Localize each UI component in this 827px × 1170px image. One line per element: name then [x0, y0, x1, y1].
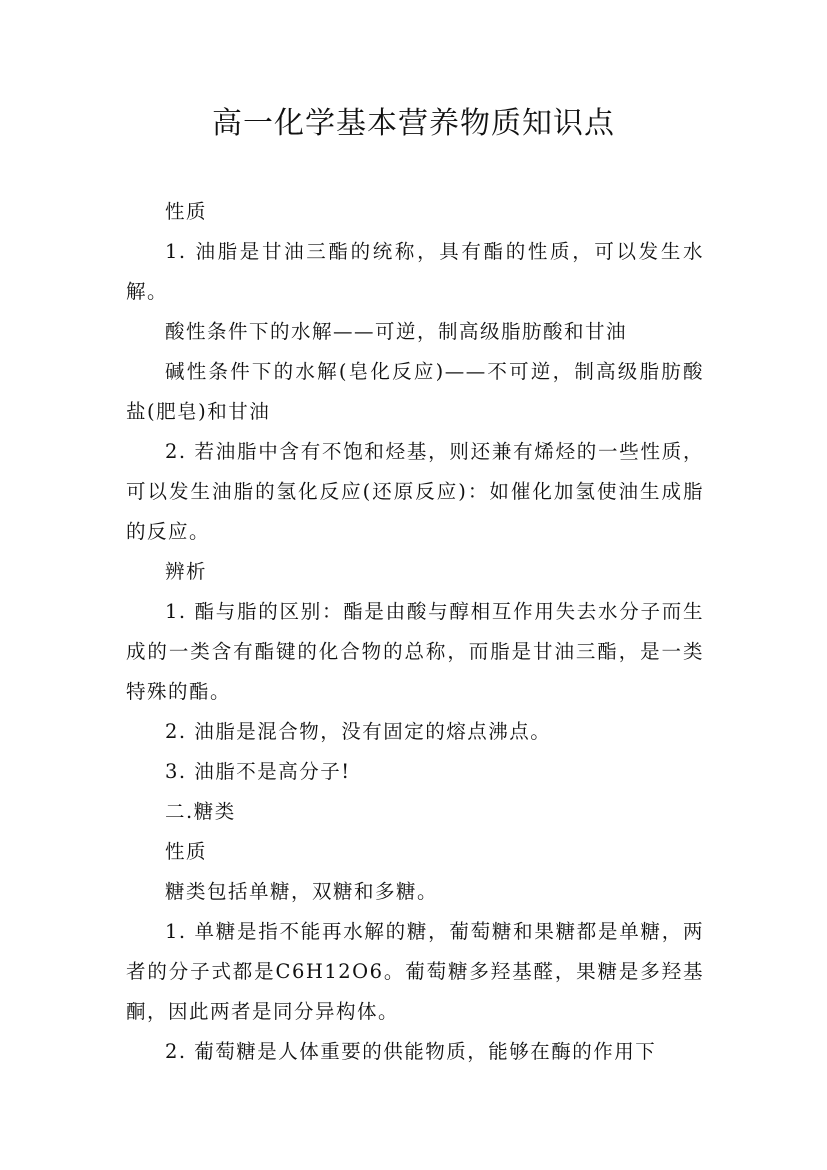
- section-heading-sugars: 二.糖类: [165, 800, 236, 823]
- paragraph-acid-hydrolysis: 酸性条件下的水解——可逆，制高级脂肪酸和甘油: [165, 320, 628, 343]
- paragraph-monosaccharides: 1. 单糖是指不能再水解的糖，葡萄糖和果糖都是单糖，两者的分子式都是C6H12O6。葡萄糖多羟基醛，果糖是多羟基酮，因此两者是同分异构体。: [126, 920, 704, 1023]
- paragraph-properties-heading: 性质: [165, 200, 208, 223]
- paragraph-hydrogenation: 2. 若油脂中含有不饱和烃基，则还兼有烯烃的一些性质，可以发生油脂的氢化反应(还原反应)：如催化加氢使油生成脂的反应。: [126, 440, 704, 543]
- paragraph-sugar-types: 糖类包括单糖，双糖和多糖。: [165, 880, 439, 903]
- paragraph-base-hydrolysis: 碱性条件下的水解(皂化反应)——不可逆，制高级脂肪酸盐(肥皂)和甘油: [126, 360, 704, 423]
- document-body: [126, 192, 704, 1072]
- paragraph-glucose-energy: 2. 葡萄糖是人体重要的供能物质，能够在酶的作用下: [165, 1040, 657, 1063]
- paragraph-not-polymer: 3. 油脂不是高分子!: [165, 760, 351, 783]
- paragraph-ester-vs-fat: 1. 酯与脂的区别：酯是由酸与醇相互作用失去水分子而生成的一类含有酯键的化合物的总称，而脂是甘油三酯，是一类特殊的酯。: [126, 600, 704, 703]
- document-title: 高一化学基本营养物质知识点: [212, 106, 615, 141]
- paragraph-analysis-heading: 辨析: [165, 560, 208, 583]
- paragraph-properties-heading-2: 性质: [165, 840, 208, 863]
- paragraph-mixture: 2. 油脂是混合物，没有固定的熔点沸点。: [165, 720, 552, 743]
- paragraph-oil-hydrolysis: 1. 油脂是甘油三酯的统称，具有酯的性质，可以发生水解。: [126, 240, 704, 303]
